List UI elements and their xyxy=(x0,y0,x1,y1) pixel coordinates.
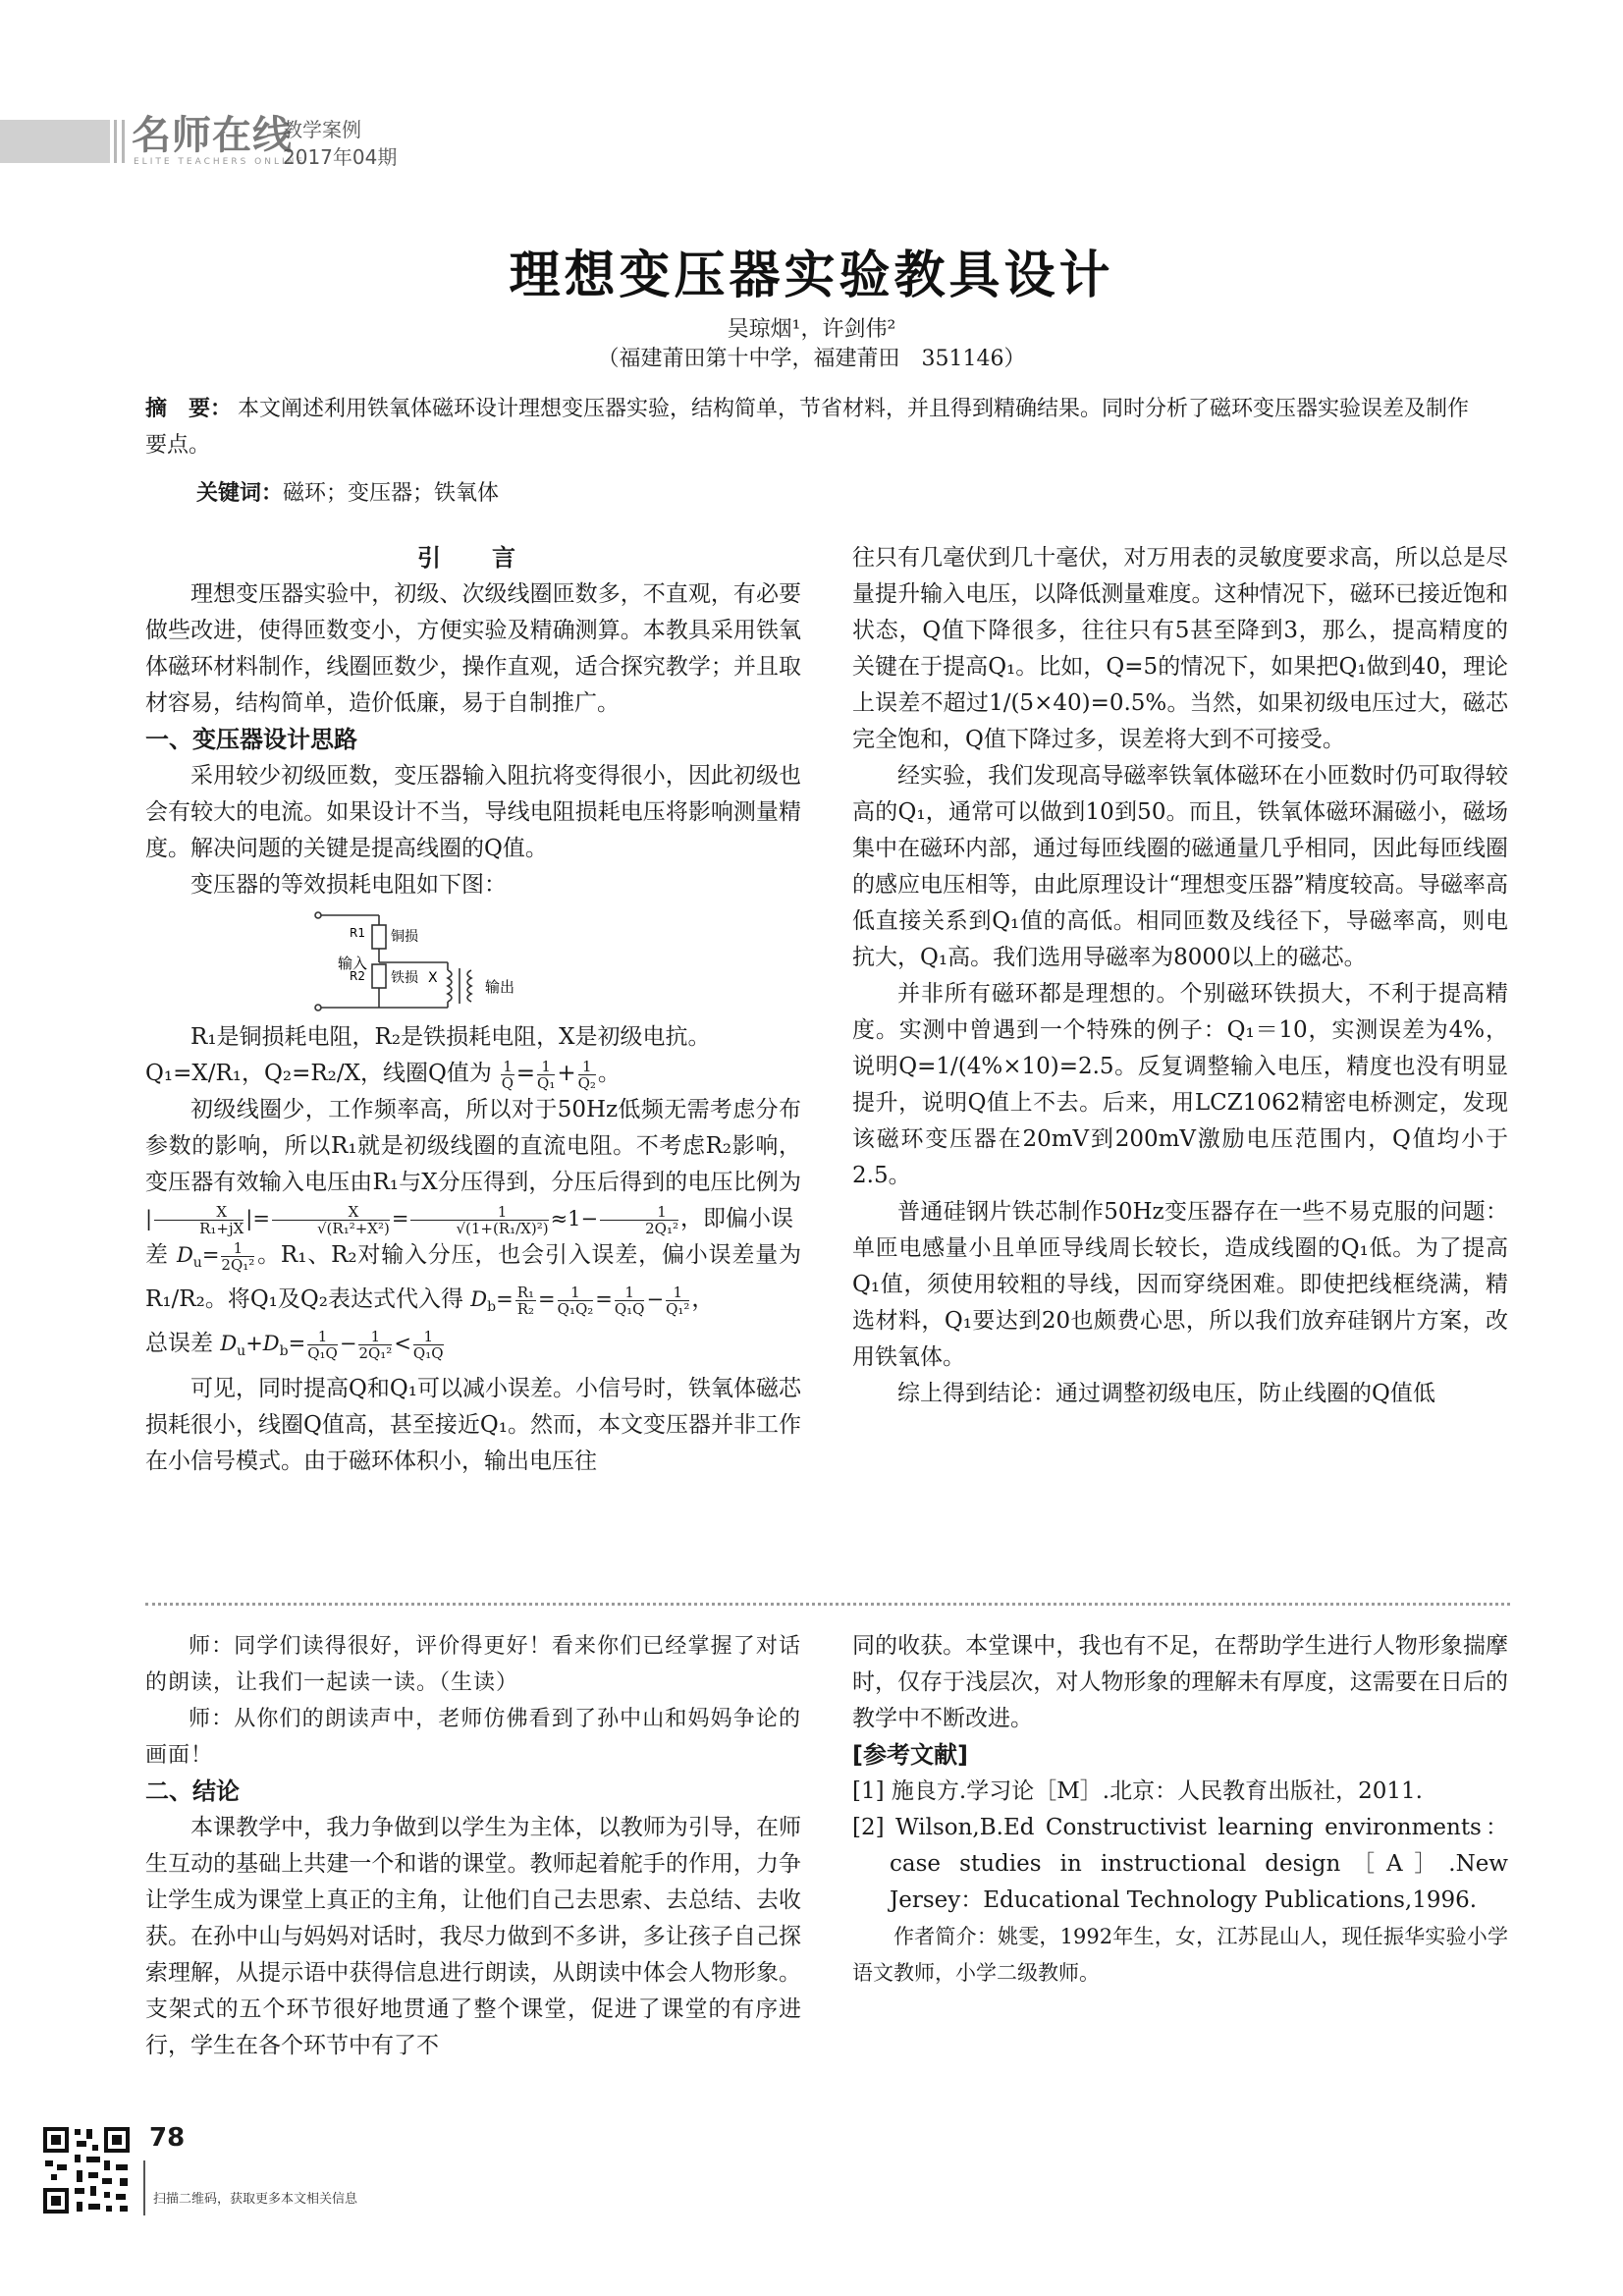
circuit-r1-label: R1 xyxy=(350,926,365,940)
dialog-line: 师：同学们读得很好，评价得更好！看来你们已经掌握了对话的朗读，让我们一起读一读。（生读） xyxy=(145,1634,801,1695)
reference-item: [2] Wilson,B.Ed Constructivist learning environments：case studies in instructional design［A］.New Jersey：Educational Technology Publications,1996. xyxy=(852,1815,1508,1913)
q-definition-text: Q₁=X/R₁，Q₂=R₂/X，线圈Q值为 xyxy=(145,1061,492,1086)
left-column xyxy=(145,540,801,1480)
article-authors: 吴琼烟¹，许剑伟² xyxy=(727,317,896,342)
paragraph: 本课教学中，我力争做到以学生为主体，以教师为引导，在师生互动的基础上共建一个和谐的课堂。教师起着舵手的作用，力争让学生成为课堂上真正的主角，让他们自己去思索、去总结、去收获。在孙中山与妈妈对话时，我尽力做到不多讲，多让孩子自己探索理解，从提示语中获得信息进行朗读，从朗读中体会人物形象。支架式的五个环节很好地贯通了整个课堂，促进了课堂的有序进行，学生在各个环节中有了不 xyxy=(145,1815,801,2058)
dialog-line: 师：从你们的朗读声中，老师仿佛看到了孙中山和妈妈争论的画面！ xyxy=(145,1707,801,1768)
paragraph: 同的收获。本堂课中，我也有不足，在帮助学生进行人物形象揣摩时，仅存于浅层次，对人物形象的理解未有厚度，这需要在日后的教学中不断改进。 xyxy=(852,1633,1508,1731)
circuit-iron-loss-label: 铁损 xyxy=(391,970,418,986)
total-error-line xyxy=(145,1326,801,1370)
footer-divider xyxy=(143,2160,151,2215)
circuit-figure xyxy=(145,903,801,1019)
column-name: 教学案例 xyxy=(283,118,361,141)
abstract-text: 本文阐述利用铁氧体磁环设计理想变压器实验，结构简单，节省材料，并且得到精确结果。同时分析了磁环变压器实验误差及制作要点。 xyxy=(145,397,1470,458)
voltage-ratio-formula: | $\frac{X}{\text{R₁+jX}}$ |= $\frac{X}{\text{√(R₁²+X²)}}$ = $\frac{1}{\text{√(1+(R₁/X)²)}}$ ≈1− $\frac{1}{\text{2Q₁²}}$ xyxy=(145,1203,679,1237)
section-heading-1: 一、变压器设计思路 xyxy=(145,726,357,753)
lower-left-column xyxy=(145,1628,801,2064)
circuit-copper-loss-label: 铜损 xyxy=(391,929,418,945)
input-error-formula: $D_u=$ $\frac{1}{\text{2Q₁²}}$ xyxy=(176,1239,255,1274)
fraction: $\frac{1}{\text{Q₂}}$ xyxy=(577,1057,596,1092)
header-divider xyxy=(114,120,117,163)
total-error-formula: $D_u+D_b=$ $\frac{1}{\text{Q₁Q}}$ − $\frac{1}{\text{2Q₁²}}$ < $\frac{1}{\text{Q₁Q}}$ xyxy=(220,1328,444,1363)
right-column xyxy=(852,540,1508,1412)
page-number: 78 xyxy=(149,2123,186,2153)
journal-column-info xyxy=(283,116,397,171)
paragraph: 综上得到结论：通过调整初级电压，防止线圈的Q值低 xyxy=(897,1381,1435,1406)
voltage-ratio-end: ，即偏小误 xyxy=(680,1206,794,1231)
qr-code[interactable] xyxy=(41,2125,132,2215)
abstract-label: 摘 要： xyxy=(145,397,233,421)
error-start: 差 xyxy=(145,1242,169,1268)
voltage-ratio-text: 初级线圈少，工作频率高，所以对于50Hz低频无需考虑分布参数的影响，所以R₁就是初级线圈的直流电阻。不考虑R₂影响，变压器有效输入电压由R₁与X分压得到，分压后得到的电压比例为 xyxy=(145,1097,801,1195)
total-error-label: 总误差 xyxy=(145,1331,213,1357)
article-affiliation: （福建莆田第十中学，福建莆田 351146） xyxy=(597,347,1026,371)
paragraph: 变压器的等效损耗电阻如下图： xyxy=(190,872,507,898)
circuit-r2-label: R2 xyxy=(350,969,365,983)
error-paragraph: 差 $D_u=$ $\frac{1}{\text{2Q₁²}}$ 。R₁、R₂对输入分压，也会引入误差，偏小误差量为R₁/R₂。将Q₁及Q₂表达式代入得 $D_b=$ $\frac{\text{R₁}}{\text{R₂}}$ = $\frac{1}{\text{Q₁Q₂}}$ = $\frac{1}{\text{Q₁Q}}$ − $\frac{1}{\text{Q₁²}}$ ， xyxy=(145,1239,802,1319)
keywords xyxy=(196,476,499,507)
circuit-input-label: 输入 xyxy=(338,955,368,972)
fraction: $\frac{1}{Q}$ xyxy=(501,1057,514,1092)
paragraph: 可见，同时提高Q和Q₁可以减小误差。小信号时，铁氧体磁芯损耗很小，线圈Q值高，甚至接近Q₁。然而，本文变压器并非工作在小信号模式。由于磁环体积小，输出电压往 xyxy=(145,1375,801,1474)
paragraph: 采用较少初级匝数，变压器输入阻抗将变得很小，因此初级也会有较大的电流。如果设计不当，导线电阻损耗电压将影响测量精度。解决问题的关键是提高线圈的Q值。 xyxy=(145,763,801,861)
divider-error-formula: $D_b=$ $\frac{\text{R₁}}{\text{R₂}}$ = $\frac{1}{\text{Q₁Q₂}}$ = $\frac{1}{\text{Q₁Q}}$ − $\frac{1}{\text{Q₁²}}$ xyxy=(470,1284,690,1319)
keywords-text: 磁环；变压器；铁氧体 xyxy=(283,481,500,506)
keywords-label: 关键词： xyxy=(196,481,284,506)
header-gray-bar xyxy=(0,120,110,163)
lower-right-column xyxy=(852,1628,1508,1992)
journal-logo-subtitle: ELITE TEACHERS ONLINE xyxy=(134,157,306,167)
error-mid: 。R₁、R₂对输入分压，也会引入误差，偏小误差量为R₁/R₂。将Q₁及Q₂表达式代入得 xyxy=(145,1242,802,1313)
issue-label: 2017年04期 xyxy=(283,145,398,169)
paragraph xyxy=(145,1092,801,1237)
article-divider xyxy=(145,1603,1510,1606)
equivalent-circuit-diagram xyxy=(310,903,566,1019)
abstract xyxy=(145,391,1481,464)
q-definition-line: Q₁=X/R₁，Q₂=R₂/X，线圈Q值为 $\frac{1}{Q}$ = $\frac{1}{\text{Q₁}}$ + $\frac{1}{\text{Q₂}}$ 。 xyxy=(145,1057,621,1092)
article-title: 理想变压器实验教具设计 xyxy=(509,246,1114,305)
circuit-output-label: 输出 xyxy=(485,978,515,996)
fraction: $\frac{1}{\text{Q₁}}$ xyxy=(537,1057,556,1092)
circuit-reactance-label: X xyxy=(428,970,438,986)
section-heading-2: 二、结论 xyxy=(145,1777,240,1805)
reference-item: [1] 施良方.学习论［M］.北京：人民教育出版社，2011. xyxy=(852,1778,1423,1804)
journal-logo: 名师在线 xyxy=(132,113,293,158)
paragraph: 普通硅钢片铁芯制作50Hz变压器存在一些不易克服的问题：单匝电感量小且单匝导线周长较长，造成线圈的Q₁低。为了提高Q₁值，须使用较粗的导线，因而穿绕困难。即使把线框绕满，精选材料，Q₁要达到20也颇费心思，所以我们放弃硅钢片方案，改用铁氧体。 xyxy=(852,1199,1508,1370)
paragraph: R₁是铜损耗电阻，R₂是铁损耗电阻，X是初级电抗。 xyxy=(190,1024,711,1050)
references-heading: [参考文献] xyxy=(852,1741,968,1769)
paragraph: 并非所有磁环都是理想的。个别磁环铁损大，不利于提高精度。实测中曾遇到一个特殊的例子：Q₁＝10，实测误差为4%，说明Q=1/(4%×10)=2.5。反复调整输入电压，精度也没有明显提升，说明Q值上不去。后来，用LCZ1062精密电桥测定，发现该磁环变压器在20mV到200mV激励电压范围内，Q值均小于2.5。 xyxy=(852,981,1508,1188)
paragraph: 经实验，我们发现高导磁率铁氧体磁环在小匝数时仍可取得较高的Q₁，通常可以做到10到50。而且，铁氧体磁环漏磁小，磁场集中在磁环内部，通过每匝线圈的磁通量几乎相同，因此每匝线圈的感应电压相等，由此原理设计“理想变压器”精度较高。导磁率高低直接关系到Q₁值的高低。相同匝数及线径下，导磁率高，则电抗大，Q₁高。我们选用导磁率为8000以上的磁芯。 xyxy=(852,763,1508,970)
qr-caption: 扫描二维码，获取更多本文相关信息 xyxy=(153,2192,358,2207)
intro-heading: 引 言 xyxy=(417,544,529,572)
header-divider xyxy=(122,120,125,163)
intro-paragraph: 理想变压器实验中，初级、次级线圈匝数多，不直观，有必要做些改进，使得匝数变小，方便实验及精确测算。本教具采用铁氧体磁环材料制作，线圈匝数少，操作直观，适合探究教学；并且取材容易，结构简单，造价低廉，易于自制推广。 xyxy=(145,581,801,716)
author-bio: 作者简介：姚雯，1992年生，女，江苏昆山人，现任振华实验小学语文教师，小学二级教师。 xyxy=(852,1925,1508,1985)
paragraph: 往只有几毫伏到几十毫伏，对万用表的灵敏度要求高，所以总是尽量提升输入电压，以降低测量难度。这种情况下，磁环已接近饱和状态，Q值下降很多，往往只有5甚至降到3，那么，提高精度的关键在于提高Q₁。比如，Q=5的情况下，如果把Q₁做到40，理论上误差不超过1/(5×40)=0.5%。当然，如果初级电压过大，磁芯完全饱和，Q值下降过多，误差将大到不可接受。 xyxy=(852,545,1508,752)
